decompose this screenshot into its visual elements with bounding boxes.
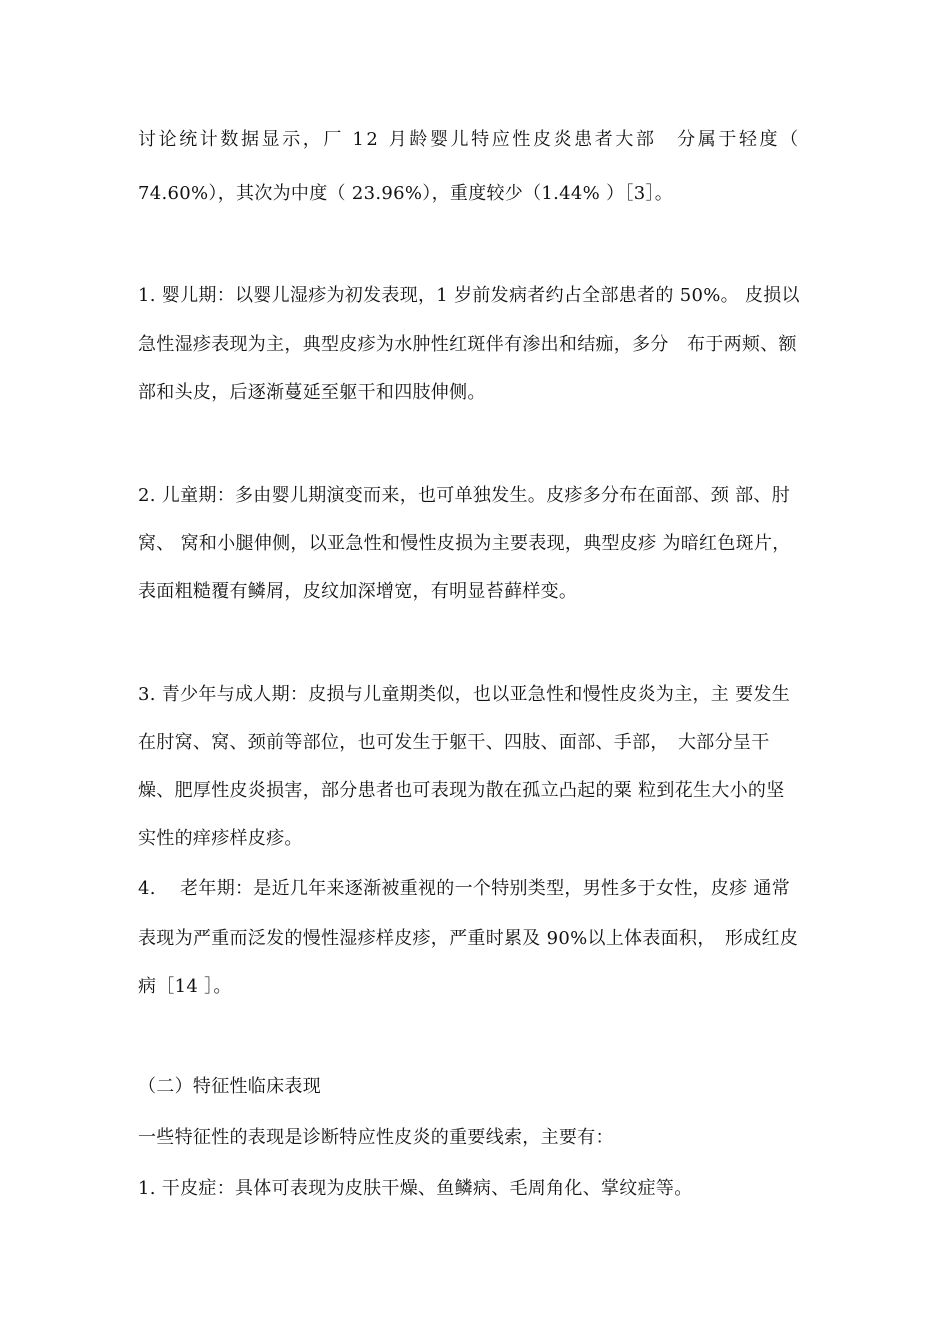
infant-period-line-3: 部和头皮，后逐渐蔓延至躯干和四肢伸侧。 [138, 382, 486, 403]
xerosis-item: 1. 干皮症：具体可表现为皮肤干燥、鱼鳞病、毛周角化、掌纹症等。 [138, 1178, 693, 1199]
adolescent-adult-period-line-3: 燥、肥厚性皮炎损害，部分患者也可表现为散在孤立凸起的粟 粒到花生大小的坚 [138, 780, 785, 801]
child-period-line-1: 2. 儿童期：多由婴儿期演变而来，也可单独发生。皮疹多分布在面部、颈 部、肘 [138, 485, 791, 506]
intro-line-1: 讨论统计数据显示，厂 12 月龄婴儿特应性皮炎患者大部 分属于轻度（ [138, 129, 801, 150]
child-period-line-2: 窝、 窝和小腿伸侧，以亚急性和慢性皮损为主要表现，典型皮疹 为暗红色斑片， [138, 533, 791, 554]
elderly-period-line-1: 4. 老年期：是近几年来逐渐被重视的一个特别类型，男性多于女性，皮疹 通常 [138, 878, 791, 899]
child-period-line-3: 表面粗糙覆有鳞屑，皮纹加深增宽，有明显苔藓样变。 [138, 581, 578, 602]
adolescent-adult-period-line-2: 在肘窝、窝、颈前等部位，也可发生于躯干、四肢、面部、手部， 大部分呈干 [138, 732, 770, 753]
elderly-period-line-3: 病［14 ］。 [138, 976, 232, 997]
intro-line-2: 74.60%），其次为中度（ 23.96%），重度较少（1.44% ）［3］。 [138, 183, 674, 204]
elderly-period-line-2: 表现为严重而泛发的慢性湿疹样皮疹，严重时累及 90%以上体表面积， 形成红皮 [138, 928, 799, 949]
section-intro: 一些特征性的表现是诊断特应性皮炎的重要线索，主要有： [138, 1127, 614, 1148]
adolescent-adult-period-line-1: 3. 青少年与成人期：皮损与儿童期类似，也以亚急性和慢性皮炎为主，主 要发生 [138, 684, 791, 705]
infant-period-line-2: 急性湿疹表现为主，典型皮疹为水肿性红斑伴有渗出和结痂，多分 布于两颊、额 [138, 334, 797, 355]
adolescent-adult-period-line-4: 实性的痒疹样皮疹。 [138, 828, 303, 849]
section-heading: （二）特征性临床表现 [138, 1076, 321, 1097]
infant-period-line-1: 1. 婴儿期：以婴儿湿疹为初发表现，1 岁前发病者约占全部患者的 50%。 皮损以 [138, 285, 800, 306]
